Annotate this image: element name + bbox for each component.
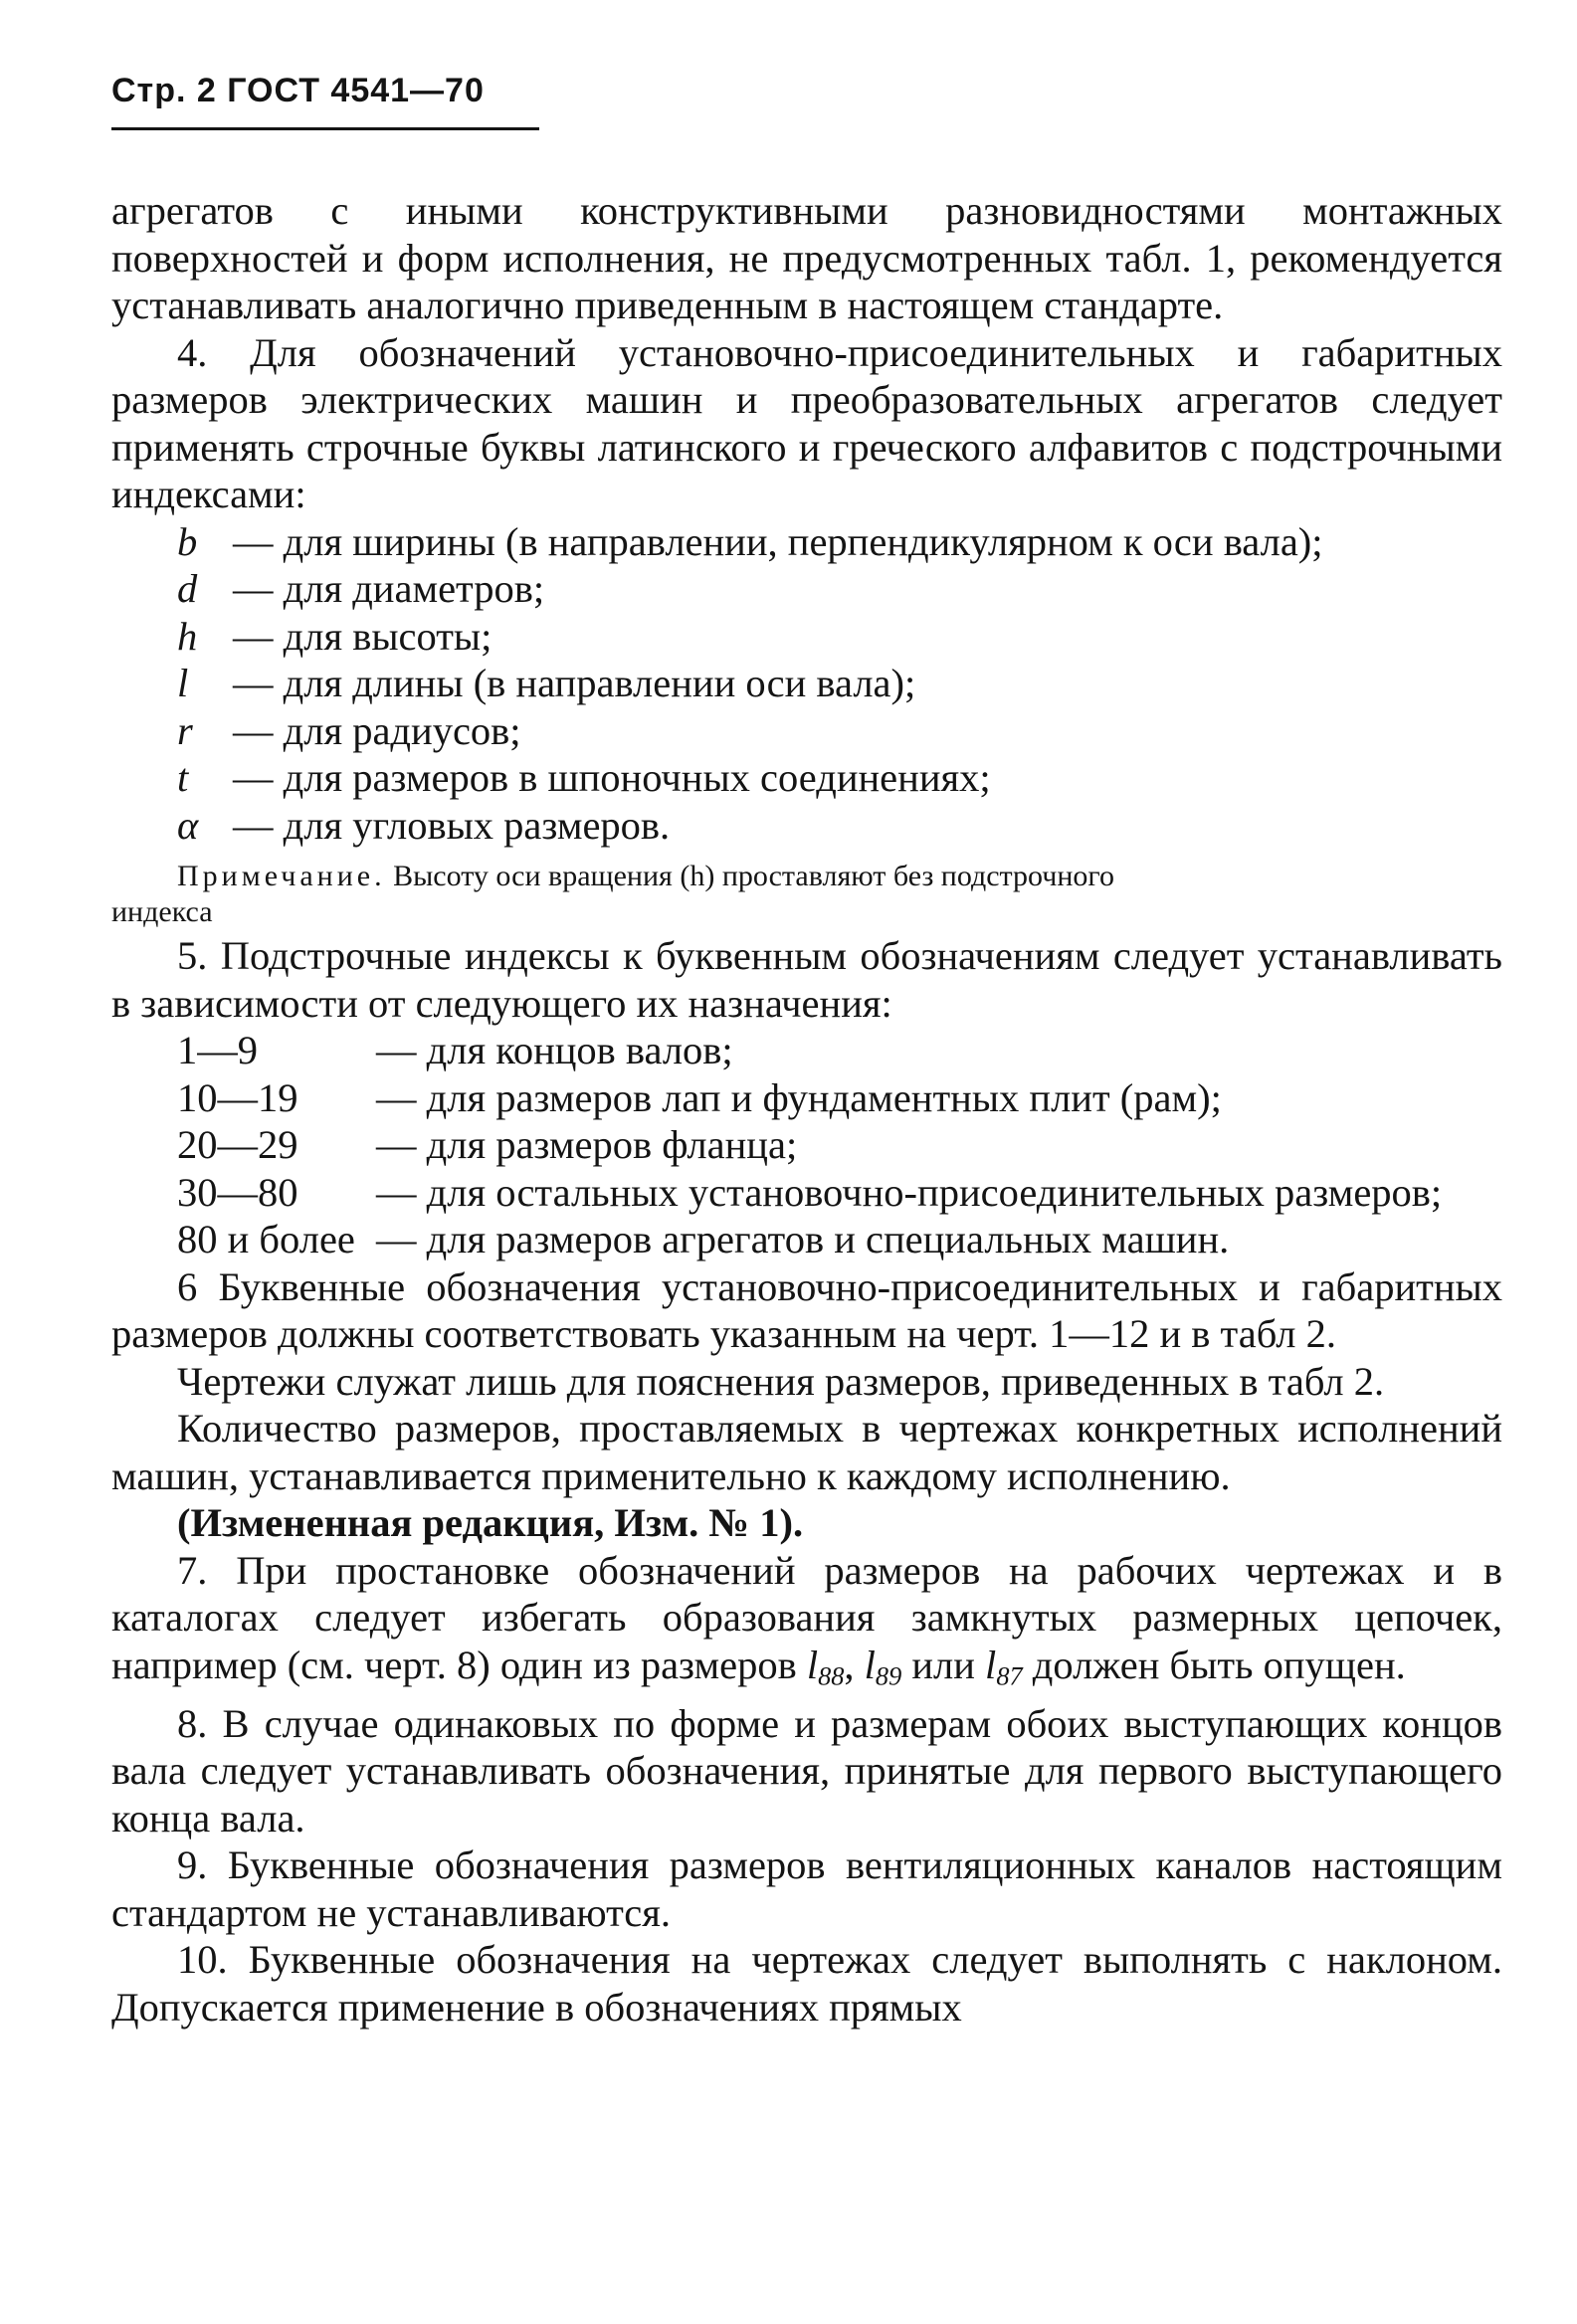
list-text: — для концов валов; xyxy=(376,1028,733,1072)
paragraph-7-end: должен быть опущен. xyxy=(1032,1642,1406,1687)
list-text: — для размеров лап и фундаментных плит (рам); xyxy=(376,1074,1222,1120)
comma: , xyxy=(844,1642,855,1687)
list-symbol: b xyxy=(177,518,198,564)
list-text: — для размеров в шпоночных соединениях; xyxy=(233,755,991,800)
list-text: — для ширины (в направлении, перпендикулярном к оси вала); xyxy=(233,518,1323,564)
paragraph-7-text: 7. При простановке обозначений размеров на рабочих чертежах и в каталогах следует избегать образования замкнутых размерных цепочек, например (см. черт. 8) один из размеров xyxy=(111,1547,1502,1687)
paragraph-6-drawings: Чертежи служат лишь для пояснения размеров, приведенных в табл 2. xyxy=(177,1358,1385,1404)
index-87: 87 xyxy=(996,1661,1023,1691)
list-range: 30—80 xyxy=(177,1169,298,1215)
list-item xyxy=(111,565,1502,613)
list-text: — для длины (в направлении оси вала); xyxy=(233,661,916,705)
paragraph-7 xyxy=(111,1547,1502,1700)
list-text: — для высоты; xyxy=(233,613,493,659)
list-text: — для остальных установочно-присоединительных размеров; xyxy=(376,1169,1443,1215)
list-item xyxy=(111,1027,1502,1074)
paragraph-intro: агрегатов с иными конструктивными разновидностями монтажных поверхностей и форм исполнения, не предусмотренных табл. 1, рекомендуется устанавливать аналогично приведенным в настоящем стандарте. xyxy=(111,188,1502,327)
symbol-l: l xyxy=(864,1642,876,1687)
note-label: Примечание. xyxy=(177,860,386,892)
page-header xyxy=(111,72,539,110)
list-symbol: d xyxy=(177,566,198,611)
header-rule xyxy=(111,127,539,130)
list-item xyxy=(111,613,1502,661)
header-title: Стр. 2 ГОСТ 4541—70 xyxy=(111,72,485,109)
list-text: — для диаметров; xyxy=(233,566,545,611)
list-text: — для угловых размеров. xyxy=(233,802,671,848)
list-item xyxy=(111,707,1502,755)
list-symbol: α xyxy=(177,802,199,848)
list-symbol: h xyxy=(177,613,198,659)
symbol-l: l xyxy=(985,1642,997,1687)
list-range: 10—19 xyxy=(177,1074,298,1120)
list-text: — для радиусов; xyxy=(233,707,521,753)
body-text xyxy=(111,187,1502,2031)
paragraph-6-count: Количество размеров, проставляемых в чертежах конкретных исполнений машин, устанавливается применительно к каждому исполнению. xyxy=(111,1406,1502,1498)
word-or: или xyxy=(911,1642,975,1687)
paragraph-6: 6 Буквенные обозначения установочно-присоединительных и габаритных размеров должны соответствовать указанным на черт. 1—12 и в табл 2. xyxy=(111,1263,1502,1356)
list-item xyxy=(111,754,1502,802)
paragraph-8: 8. В случае одинаковых по форме и размерам обоих выступающих концов вала следует устанавливать обозначения, принятые для первого выступающего конца вала. xyxy=(111,1700,1502,1840)
list-symbol: t xyxy=(177,755,189,800)
list-text: — для размеров агрегатов и специальных машин. xyxy=(376,1217,1230,1261)
note-continuation: индекса xyxy=(111,895,213,928)
list-item xyxy=(111,660,1502,707)
list-symbol: l xyxy=(177,661,189,705)
list-item xyxy=(111,1216,1502,1263)
symbol-l: l xyxy=(806,1642,819,1687)
list-range: 1—9 xyxy=(177,1028,258,1072)
list-item xyxy=(111,1121,1502,1169)
paragraph-9: 9. Буквенные обозначения размеров вентиляционных каналов настоящим стандартом не устанавливаются. xyxy=(111,1842,1502,1935)
list-item xyxy=(111,1169,1502,1217)
list-symbol: r xyxy=(177,707,193,753)
list-item xyxy=(111,802,1502,850)
paragraph-5: 5. Подстрочные индексы к буквенным обозначениям следует устанавливать в зависимости от следующего их назначения: xyxy=(111,933,1502,1026)
paragraph-4: 4. Для обозначений установочно-присоединительных и габаритных размеров электрических машин и преобразовательных агрегатов следует применять строчные буквы латинского и греческого алфавитов с подстрочными индексами: xyxy=(111,329,1502,516)
list-item xyxy=(111,1074,1502,1122)
list-text: — для размеров фланца; xyxy=(376,1122,798,1167)
index-88: 88 xyxy=(818,1661,845,1691)
list-item xyxy=(111,518,1502,566)
list-range: 20—29 xyxy=(177,1122,298,1167)
list-range: 80 и более xyxy=(177,1217,355,1261)
amendment-note: (Измененная редакция, Изм. № 1). xyxy=(177,1500,804,1545)
note-text: Высоту оси вращения (h) проставляют без подстрочного xyxy=(393,860,1114,892)
index-89: 89 xyxy=(875,1661,902,1691)
paragraph-10: 10. Буквенные обозначения на чертежах следует выполнять с наклоном. Допускается применение в обозначениях прямых xyxy=(111,1937,1502,2030)
note xyxy=(111,859,1502,930)
